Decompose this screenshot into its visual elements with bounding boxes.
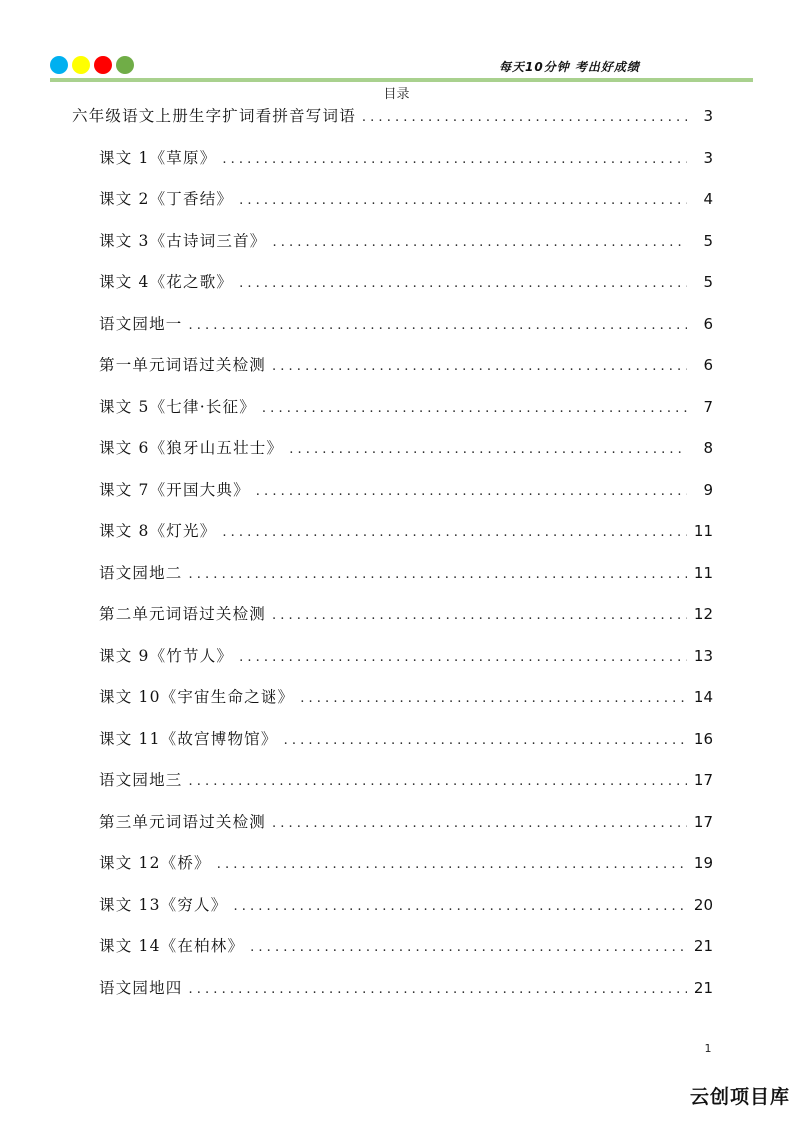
toc-entry-page: 5 <box>703 231 713 250</box>
toc-dot-leader <box>289 438 687 462</box>
toc-entry-title: 课文 3《古诗词三首》 <box>99 231 267 250</box>
toc-entry[interactable] <box>99 685 713 709</box>
toc-entry-title: 语文园地一 <box>99 314 183 333</box>
toc-entry-page: 12 <box>693 605 713 623</box>
toc-entry[interactable] <box>99 893 713 917</box>
toc-dot-leader <box>300 687 687 711</box>
toc-entry-page: 17 <box>693 812 713 831</box>
toc-entry-page: 6 <box>703 314 713 333</box>
toc-entry[interactable] <box>99 312 713 336</box>
toc-dot-leader <box>239 646 687 670</box>
toc-entry-title: 课文 13《穷人》 <box>99 895 228 914</box>
toc-dot-leader <box>189 978 687 1002</box>
toc-entry[interactable] <box>99 187 713 211</box>
toc-entry-page: 6 <box>703 356 713 374</box>
toc-entry-page: 9 <box>703 480 713 499</box>
toc-entry[interactable] <box>72 104 713 128</box>
toc-entry[interactable] <box>99 851 713 875</box>
toc-dot-leader <box>284 729 687 753</box>
toc-entry[interactable] <box>99 934 713 958</box>
toc-dot-leader <box>239 189 687 213</box>
toc-entry[interactable] <box>99 146 713 170</box>
toc-entry-title: 第二单元词语过关检测 <box>99 605 267 623</box>
toc-dot-leader <box>189 770 687 794</box>
toc-entry-page: 5 <box>703 273 713 291</box>
header-slogan: 每天10分钟 考出好成绩 <box>499 60 640 74</box>
blue-dot-icon <box>50 56 68 74</box>
header-color-dots <box>50 56 134 74</box>
toc-dot-leader <box>189 314 687 338</box>
toc-entry[interactable] <box>99 602 713 626</box>
toc-entry-title: 课文 12《桥》 <box>99 854 211 872</box>
toc-entry-title: 第三单元词语过关检测 <box>99 812 267 831</box>
toc-entry[interactable] <box>99 644 713 668</box>
toc-entry[interactable] <box>99 478 713 502</box>
toc-entry[interactable] <box>99 353 713 377</box>
toc-entry-title: 课文 14《在柏林》 <box>99 937 245 955</box>
green-dot-icon <box>116 56 134 74</box>
toc-dot-leader <box>272 604 687 628</box>
toc-title: 目录 <box>383 87 410 102</box>
toc-entry-page: 3 <box>703 148 713 167</box>
toc-entry-page: 4 <box>703 190 713 208</box>
toc-entry-page: 3 <box>703 107 713 125</box>
toc-entry[interactable] <box>99 395 713 419</box>
header-rule <box>50 78 753 82</box>
toc-entry-page: 17 <box>693 771 713 789</box>
toc-dot-leader <box>262 397 687 421</box>
toc-entry[interactable] <box>99 519 713 543</box>
toc-entry[interactable] <box>99 561 713 585</box>
toc-dot-leader <box>189 563 687 587</box>
watermark: 云创项目库 <box>690 1086 791 1108</box>
toc-entry-title: 课文 1《草原》 <box>99 148 217 167</box>
toc-entry[interactable] <box>99 768 713 792</box>
toc-entry-title: 课文 6《狼牙山五壮士》 <box>99 439 284 457</box>
toc-entry-title: 课文 11《故宫博物馆》 <box>99 729 278 748</box>
red-dot-icon <box>94 56 112 74</box>
toc-entry-page: 11 <box>693 563 713 582</box>
yellow-dot-icon <box>72 56 90 74</box>
toc-entry-title: 课文 2《丁香结》 <box>99 190 234 208</box>
toc-dot-leader <box>250 936 687 960</box>
toc-dot-leader <box>233 895 687 919</box>
toc-entry-page: 21 <box>693 978 713 997</box>
toc-dot-leader <box>256 480 687 504</box>
toc-entry-page: 20 <box>693 895 713 914</box>
toc-entry-title: 课文 5《七律·长征》 <box>99 397 256 416</box>
toc-entry-title: 语文园地四 <box>99 978 183 997</box>
toc-entry[interactable] <box>99 727 713 751</box>
toc-entry-title: 课文 10《宇宙生命之谜》 <box>99 688 295 706</box>
toc-entry-page: 16 <box>693 729 713 748</box>
toc-dot-leader <box>272 355 687 379</box>
toc-dot-leader <box>222 148 687 172</box>
toc-entry-page: 8 <box>703 439 713 457</box>
toc-entry-page: 21 <box>693 937 713 955</box>
toc-entry-title: 语文园地三 <box>99 771 183 789</box>
toc-entry[interactable] <box>99 270 713 294</box>
toc-dot-leader <box>222 521 687 545</box>
toc-entry[interactable] <box>99 436 713 460</box>
toc-dot-leader <box>272 812 687 836</box>
toc-entry-title: 六年级语文上册生字扩词看拼音写词语 <box>72 107 356 125</box>
toc-entry[interactable] <box>99 229 713 253</box>
toc-entry-page: 7 <box>703 397 713 416</box>
toc-entry[interactable] <box>99 976 713 1000</box>
toc-entry-title: 语文园地二 <box>99 563 183 582</box>
toc-entry-title: 课文 9《竹节人》 <box>99 646 234 665</box>
toc-entry-title: 课文 7《开国大典》 <box>99 480 250 499</box>
toc-entry[interactable] <box>99 810 713 834</box>
toc-entry-page: 19 <box>693 854 713 872</box>
toc-dot-leader <box>217 853 687 877</box>
toc-entry-title: 课文 8《灯光》 <box>99 522 217 540</box>
page-number: 1 <box>704 1042 712 1055</box>
toc-entry-page: 14 <box>693 688 713 706</box>
toc-entry-page: 11 <box>693 522 713 540</box>
toc-dot-leader <box>273 231 688 255</box>
toc-dot-leader <box>362 106 687 130</box>
toc-dot-leader <box>239 272 687 296</box>
toc-entry-title: 课文 4《花之歌》 <box>99 273 234 291</box>
toc-entry-title: 第一单元词语过关检测 <box>99 356 267 374</box>
toc-entry-page: 13 <box>693 646 713 665</box>
